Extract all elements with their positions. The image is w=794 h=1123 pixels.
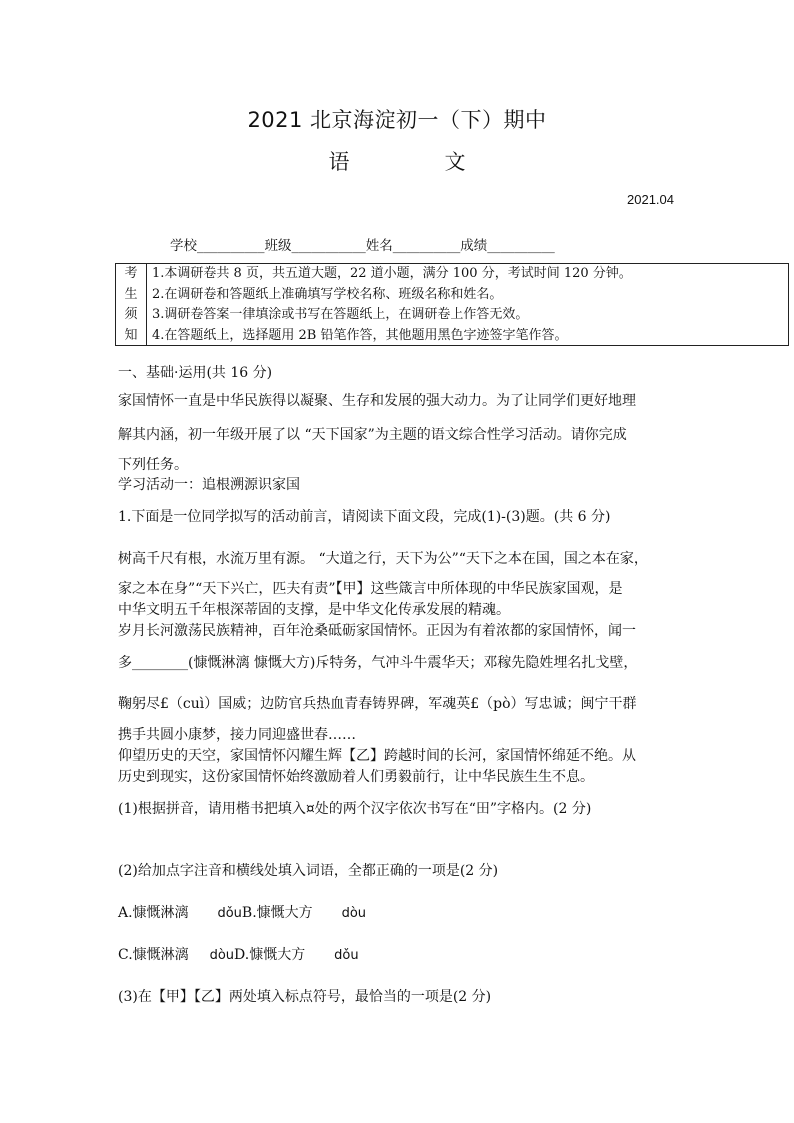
intro-line: 下列任务。: [118, 457, 188, 473]
passage-line: 鞠躬尽£（cuì）国威；边防官兵热血青春铸界碑，军魂英£（pò）写忠诚；闽宁干群: [118, 696, 637, 712]
option-a-pinyin: dǒu: [217, 906, 242, 921]
option-row-cd: [118, 944, 359, 964]
notice-label-char: 考: [124, 266, 138, 281]
passage-line: 中华文明五千年根深蒂固的支撑，是中华文化传承发展的精魂。: [118, 602, 510, 618]
student-info-line: 学校__________班级___________姓名__________成绩__________: [170, 238, 555, 254]
option-row-ab: [118, 902, 366, 922]
section-heading: 一、基础·运用(共 16 分): [118, 365, 273, 381]
question-1: 1.下面是一位同学拟写的活动前言，请阅读下面文段，完成(1)-(3)题。(共 6 分): [118, 509, 611, 525]
notice-label-char: 生: [124, 286, 138, 302]
intro-line: 解其内涵，初一年级开展了以 “天下国家”为主题的语文综合性学习活动。请你完成: [118, 427, 627, 443]
subject-title: [0, 146, 794, 176]
passage-line: 仰望历史的天空，家国情怀闪耀生辉【乙】跨越时间的长河，家国情怀绵延不绝。从: [118, 748, 636, 764]
option-d: D.慷慨大方: [234, 947, 306, 963]
notice-item: 2.在调研卷和答题纸上准确填写学校名称、班级名称和姓名。: [152, 286, 503, 302]
passage-line: 岁月长河激荡民族精神，百年沧桑砥砺家国情怀。正因为有着浓都的家国情怀，闻一: [118, 623, 636, 639]
sub-question-3: (3)在【甲】【乙】两处填入标点符号，最恰当的一项是(2 分): [118, 989, 492, 1005]
option-a: A.慷慨淋漓: [118, 905, 189, 921]
passage-line: 树高千尺有根，水流万里有源。 “大道之行，天下为公”“天下之本在国，国之本在家，: [118, 551, 648, 567]
passage-line: 家之本在身”“天下兴亡，匹夫有责”【甲】这些箴言中所体现的中华民族家国观，是: [118, 581, 623, 597]
activity-heading: 学习活动一：追根溯源识家国: [118, 477, 300, 493]
option-c-pinyin: dòu: [209, 948, 235, 963]
sub-question-1: (1)根据拼音，请用楷书把填入¤处的两个汉字依次书写在“田”字格内。(2 分): [118, 801, 592, 817]
notice-item: 1.本调研卷共 8 页，共五道大题，22 道小题，满分 100 分，考试时间 120 分钟。: [152, 266, 632, 281]
subject-char-2: 文: [444, 150, 466, 174]
exam-notice-box: [115, 263, 789, 346]
exam-date: 2021.04: [627, 192, 674, 207]
passage-line: 历史到现实，这份家国情怀始终激励着人们勇毅前行，让中华民族生生不息。: [118, 769, 594, 785]
passage-line: 多________(慷慨淋漓 慷慨大方)斥特务，气冲斗牛震华天；邓稼先隐姓埋名扎戈壁，: [118, 655, 638, 671]
notice-items: [147, 264, 788, 345]
option-c: C.慷慨淋漓: [118, 947, 189, 963]
option-d-pinyin: dǒu: [334, 948, 359, 963]
passage-line: 携手共圆小康梦，接力同迎盛世春……: [118, 727, 356, 743]
notice-label-char: 须: [124, 307, 138, 322]
notice-item: 4.在答题纸上，选择题用 2B 铅笔作答，其他题用黑色字迹签字笔作答。: [152, 327, 568, 343]
notice-label-char: 知: [124, 327, 138, 343]
option-b: B.慷慨大方: [241, 905, 313, 921]
subject-char-1: 语: [328, 150, 350, 174]
intro-line: 家国情怀一直是中华民族得以凝聚、生存和发展的强大动力。为了让同学们更好地理: [118, 393, 636, 409]
notice-label: [116, 264, 147, 345]
sub-question-2: (2)给加点字注音和横线处填入词语，全都正确的一项是(2 分): [118, 863, 499, 879]
option-b-pinyin: dòu: [341, 906, 367, 921]
page-title: 2021 北京海淀初一（下）期中: [247, 108, 547, 132]
notice-item: 3.调研卷答案一律填涂或书写在答题纸上，在调研卷上作答无效。: [152, 307, 529, 322]
